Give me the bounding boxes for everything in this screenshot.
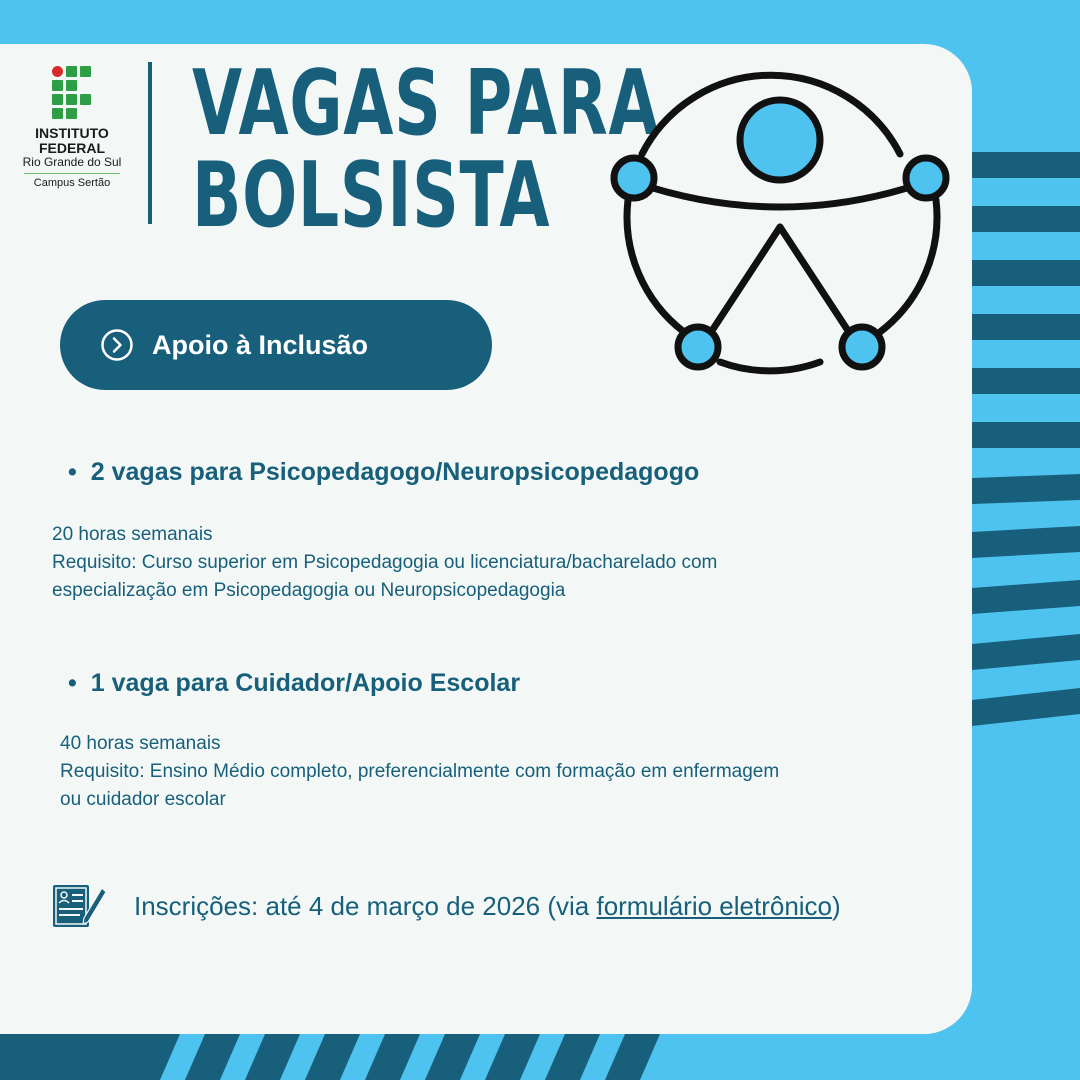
- vacancy-requirement-line1: Requisito: Ensino Médio completo, preferencialmente com formação em enfermagem: [60, 761, 780, 782]
- institute-state: Rio Grande do Sul: [22, 155, 122, 169]
- vacancy-details: [60, 730, 779, 814]
- header-divider: [148, 62, 152, 224]
- content-card: [0, 44, 972, 1034]
- vacancy-heading: [68, 458, 699, 487]
- institute-name: INSTITUTO FEDERAL: [35, 125, 109, 156]
- vacancy-hours: 20 horas semanais: [52, 524, 213, 545]
- registration-form-link[interactable]: formulário eletrônico: [596, 890, 833, 921]
- logo-divider: [24, 173, 120, 174]
- vacancy-requirement-line1: Requisito: Curso superior em Psicopedagogia ou licenciatura/bacharelado com: [52, 552, 718, 573]
- bullet-dot: •: [68, 669, 77, 697]
- bullet-dot: •: [68, 458, 77, 486]
- vacancy-heading-text: 1 vaga para Cuidador/Apoio Escolar: [90, 669, 521, 697]
- category-label: Apoio à Inclusão: [152, 329, 369, 360]
- vacancy-requirement-line2: ou cuidador escolar: [60, 789, 226, 810]
- institute-logo: [22, 66, 122, 189]
- page-title-line2: BOLSISTA: [192, 143, 551, 248]
- page-title-line1: VAGAS PARA: [192, 51, 660, 156]
- vacancy-heading-text: 2 vagas para Psicopedagogo/Neuropsicopedagogo: [90, 458, 700, 486]
- vacancy-heading: [68, 669, 520, 698]
- institute-logo-mark: [48, 66, 96, 122]
- vacancy-requirement-line2: especialização em Psicopedagogia ou Neuropsicopedagogia: [52, 580, 566, 601]
- page-title: [192, 51, 660, 248]
- vacancy-details: [52, 521, 717, 605]
- accessibility-icon: [610, 62, 950, 382]
- form-pen-icon: [50, 882, 108, 930]
- registration-prefix: Inscrições: até 4 de março de 2026 (via: [134, 890, 597, 921]
- registration-info: [50, 882, 841, 930]
- vacancy-hours: 40 horas semanais: [60, 733, 221, 754]
- category-pill: [60, 300, 492, 390]
- chevron-right-circle-icon: [100, 328, 134, 362]
- institute-campus: Campus Sertão: [33, 177, 111, 189]
- registration-suffix: ): [832, 890, 841, 921]
- registration-text: [134, 891, 841, 922]
